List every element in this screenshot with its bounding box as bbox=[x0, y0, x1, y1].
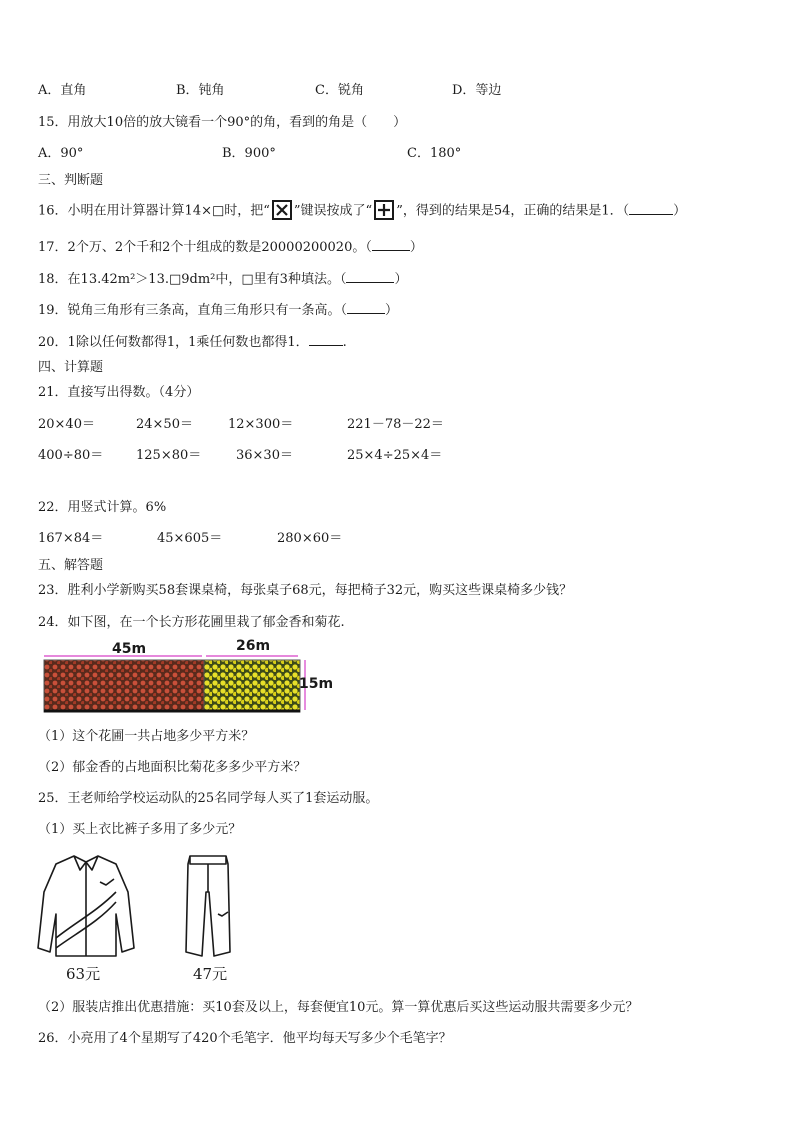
answer-blank[interactable] bbox=[372, 238, 410, 251]
question-24: 24．如下图，在一个长方形花圃里栽了郁金香和菊花. bbox=[38, 615, 345, 630]
question-25-part-1: （1）买上衣比裤子多用了多少元？ bbox=[38, 822, 242, 837]
option-d: D．等边 bbox=[452, 83, 502, 98]
calc-item: 24×50＝ bbox=[136, 417, 193, 432]
option-b: B．钝角 bbox=[176, 83, 225, 98]
tulip-bed bbox=[44, 660, 204, 712]
calc-item: 12×300＝ bbox=[228, 417, 294, 432]
tulip-width-label: 45m bbox=[112, 641, 147, 657]
garden-illustration bbox=[36, 640, 328, 716]
answer-blank[interactable] bbox=[346, 270, 394, 283]
question-24-part-2: （2）郁金香的占地面积比菊花多多少平方米？ bbox=[38, 760, 307, 775]
calc-item: 25×4÷25×4＝ bbox=[347, 448, 443, 463]
calc-item: 20×40＝ bbox=[38, 417, 95, 432]
jacket-price: 63元 bbox=[66, 965, 101, 983]
option-b: B．900° bbox=[222, 146, 276, 161]
section-heading: 四、计算题 bbox=[38, 360, 104, 375]
question-15: 15．用放大10倍的放大镜看一个90°的角，看到的角是（ ） bbox=[38, 115, 407, 130]
question-25: 25．王老师给学校运动队的25名同学每人买了1套运动服。 bbox=[38, 791, 379, 806]
calc-item: 45×605＝ bbox=[157, 531, 223, 546]
jacket-icon bbox=[36, 852, 136, 960]
calc-item: 125×80＝ bbox=[136, 448, 202, 463]
chrysanthemum-bed bbox=[204, 660, 300, 712]
calc-item: 167×84＝ bbox=[38, 531, 104, 546]
question-24-part-1: （1）这个花圃一共占地多少平方米？ bbox=[38, 729, 255, 744]
question-23: 23．胜利小学新购买58套课桌椅，每张桌子68元，每把椅子32元，购买这些课桌椅多少钱？ bbox=[38, 583, 573, 598]
answer-blank[interactable] bbox=[347, 301, 385, 314]
plus-key-icon bbox=[374, 200, 394, 220]
answer-blank[interactable] bbox=[309, 333, 343, 346]
garden-diagram bbox=[36, 638, 334, 716]
calc-item: 221－78－22＝ bbox=[347, 417, 444, 432]
multiply-key-icon bbox=[272, 200, 292, 220]
question-26: 26．小亮用了4个星期写了420个毛笔字．他平均每天写多少个毛笔字？ bbox=[38, 1031, 452, 1046]
calc-item: 400÷80＝ bbox=[38, 448, 104, 463]
chrysanthemum-width-label: 26m bbox=[236, 638, 271, 654]
pants-price: 47元 bbox=[193, 965, 228, 983]
pants-icon bbox=[182, 852, 234, 960]
answer-blank[interactable] bbox=[629, 202, 673, 215]
height-label: 15m bbox=[299, 676, 334, 692]
question-19: 19．锐角三角形有三条高，直角三角形只有一条高。（ ） bbox=[38, 303, 399, 318]
option-c: C．180° bbox=[407, 146, 462, 161]
calc-item: 36×30＝ bbox=[236, 448, 293, 463]
question-17: 17．2个万、2个千和2个十组成的数是20000200020。（ ） bbox=[38, 240, 423, 255]
question-22: 22．用竖式计算。6% bbox=[38, 500, 167, 515]
section-heading: 三、判断题 bbox=[38, 173, 104, 188]
question-25-part-2: （2）服装店推出优惠措施：买10套及以上，每套便宜10元。算一算优惠后买这些运动服共需要多少元？ bbox=[38, 1000, 639, 1015]
option-c: C．锐角 bbox=[315, 83, 364, 98]
question-21: 21．直接写出得数。（4分） bbox=[38, 385, 200, 400]
question-20: 20．1除以任何数都得1，1乘任何数也都得1． . bbox=[38, 335, 347, 350]
option-a: A．直角 bbox=[38, 83, 87, 98]
option-a: A．90° bbox=[38, 146, 84, 161]
calc-item: 280×60＝ bbox=[277, 531, 343, 546]
question-16: 16．小明在用计算器计算14×□时，把“ ”键误按成了“ ”，得到的结果是54，正确的结果是1．（ ） bbox=[38, 201, 686, 221]
section-heading: 五、解答题 bbox=[38, 558, 104, 573]
question-18: 18．在13.42m²＞13.□9dm²中，□里有3种填法。（ ） bbox=[38, 272, 408, 287]
